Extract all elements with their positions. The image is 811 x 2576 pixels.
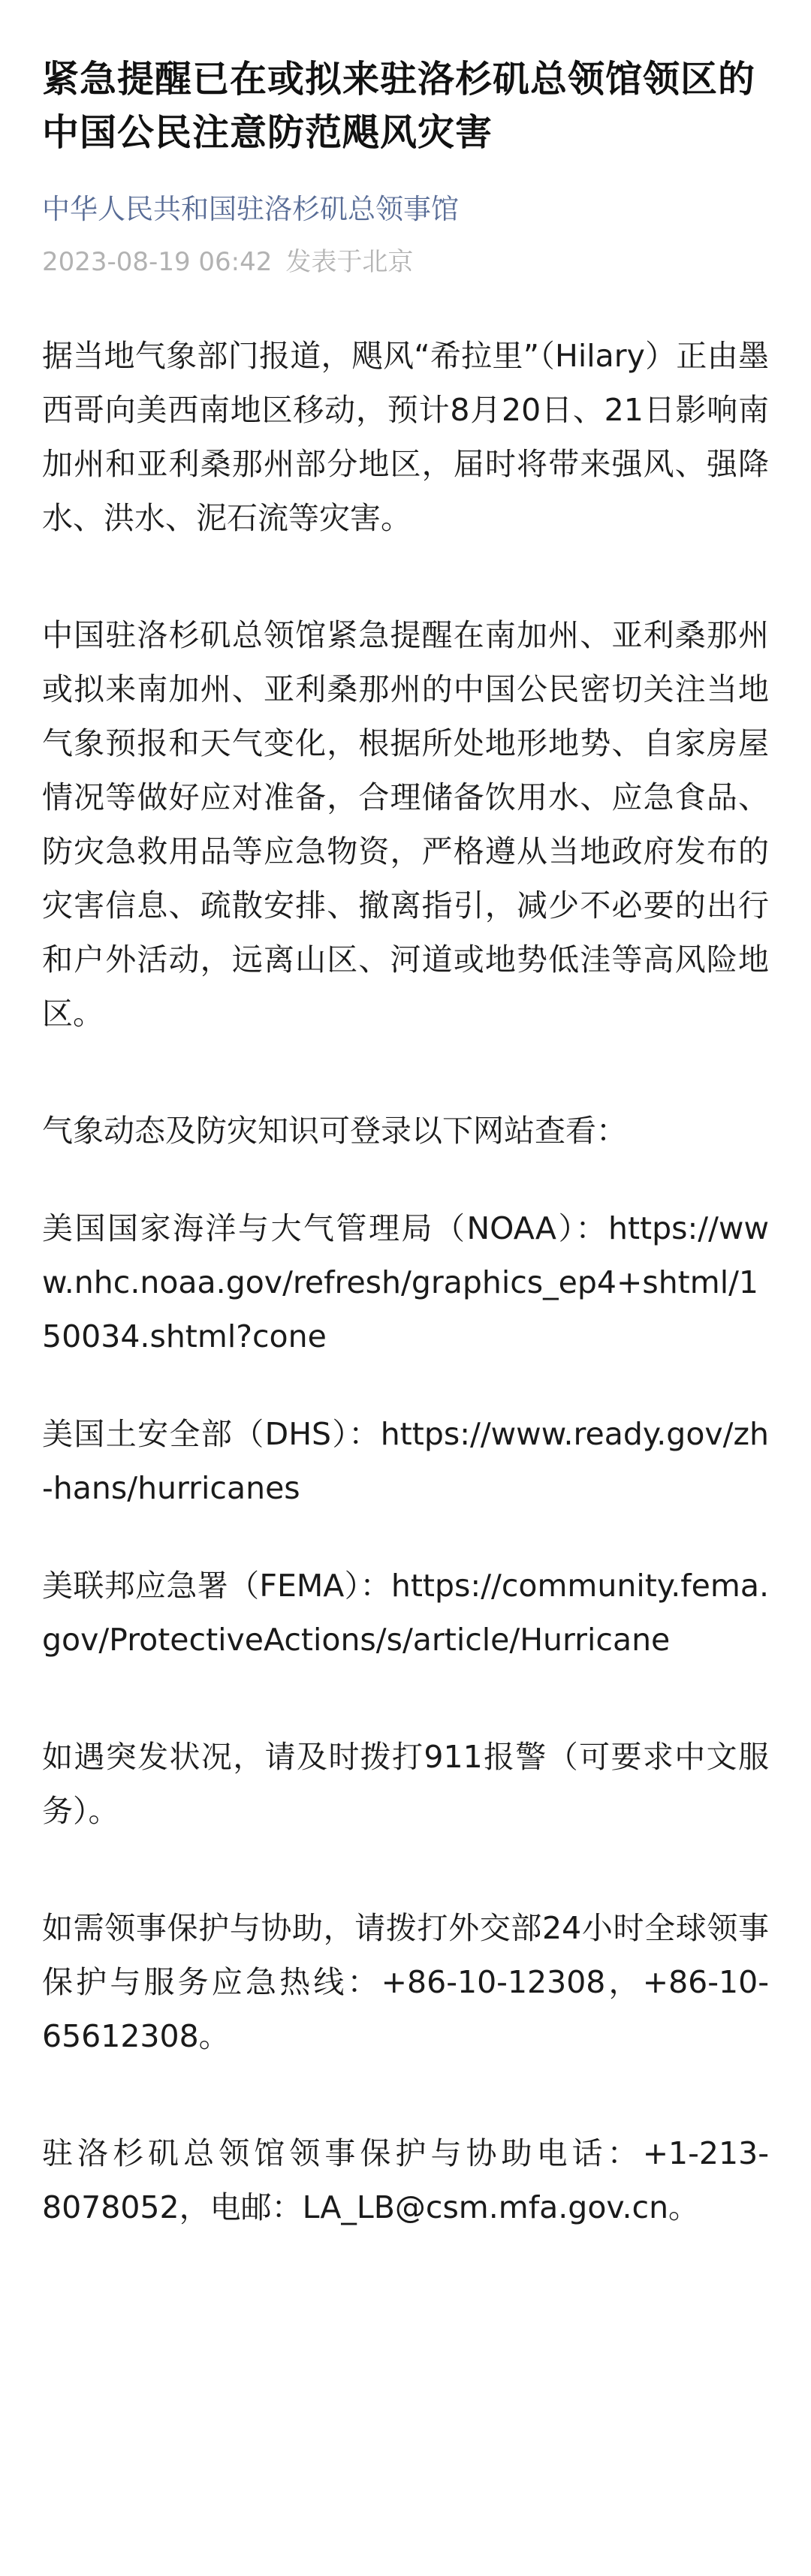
- paragraph-consulate-contact: 驻洛杉矶总领馆领事保护与协助电话：+1-213-8078052，电邮：LA_LB@csm.mfa.gov.cn。: [42, 2135, 769, 2225]
- noaa-label: 美国国家海洋与大气管理局（NOAA）：: [42, 1210, 608, 1246]
- source-account-link[interactable]: 中华人民共和国驻洛杉矶总领事馆: [42, 193, 459, 225]
- paragraph-dhs: [42, 1407, 769, 1515]
- paragraph-websites-intro: 气象动态及防灾知识可登录以下网站查看：: [42, 1113, 627, 1149]
- article-meta: [42, 245, 769, 279]
- article-title: 紧急提醒已在或拟来驻洛杉矶总领馆领区的 中国公民注意防范飓风灾害: [42, 58, 756, 154]
- dhs-url: https://www.ready.gov/zh-hans/hurricanes: [42, 1416, 769, 1506]
- fema-label: 美联邦应急署（FEMA）：: [42, 1568, 391, 1604]
- paragraph-consulate-reminder: 中国驻洛杉矶总领馆紧急提醒在南加州、亚利桑那州或拟来南加州、亚利桑那州的中国公民密切关注当地气象预报和天气变化，根据所处地形地势、自家房屋情况等做好应对准备，合理储备饮用水、应急食品、防灾急救用品等应急物资，严格遵从当地政府发布的灾害信息、疏散安排、撤离指引，减少不必要的出行和户外活动，远离山区、河道或地势低洼等高风险地区。: [42, 617, 769, 1032]
- publish-timestamp: 2023-08-19 06:42: [42, 247, 273, 277]
- article-body: [42, 329, 769, 2234]
- publish-location: 发表于北京: [285, 247, 414, 277]
- paragraph-emergency-911: 如遇突发状况，请及时拨打911报警（可要求中文服务）。: [42, 1739, 769, 1829]
- paragraph-fema: [42, 1559, 769, 1667]
- paragraph-noaa: [42, 1201, 769, 1363]
- paragraph-hurricane-report: 据当地气象部门报道，飓风“希拉里”（Hilary）正由墨西哥向美西南地区移动，预计8月20日、21日影响南加州和亚利桑那州部分地区，届时将带来强风、强降水、洪水、泥石流等灾害。: [42, 338, 769, 536]
- noaa-url: https://www.nhc.noaa.gov/refresh/graphics_ep4+shtml/150034.shtml?cone: [42, 1210, 769, 1354]
- paragraph-mfa-hotline: 如需领事保护与协助，请拨打外交部24小时全球领事保护与服务应急热线：+86-10-12308，+86-10-65612308。: [42, 1910, 769, 2054]
- fema-url: https://community.fema.gov/ProtectiveActions/s/article/Hurricane: [42, 1568, 769, 1658]
- dhs-label: 美国土安全部（DHS）：: [42, 1416, 381, 1452]
